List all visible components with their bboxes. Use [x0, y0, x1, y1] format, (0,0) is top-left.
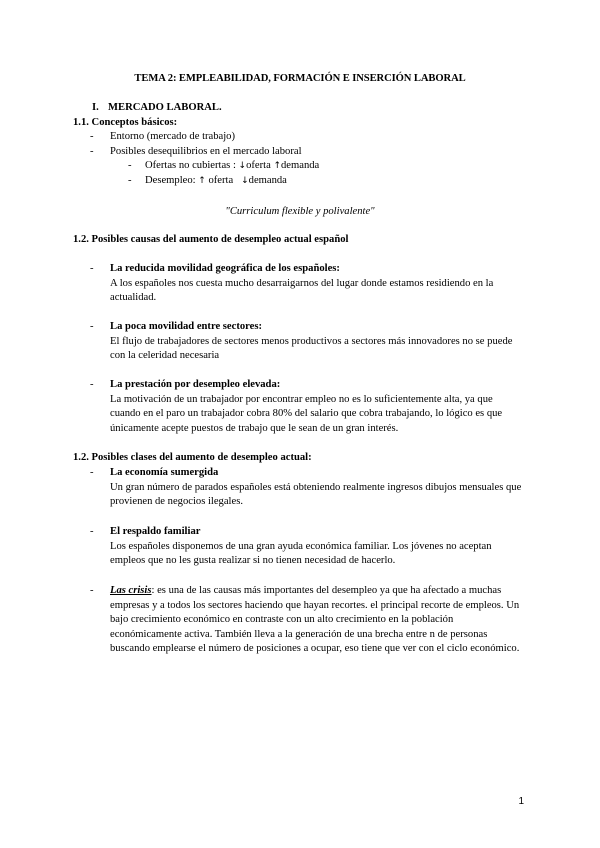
class-text: Los españoles disponemos de una gran ayuda económica familiar. Los jóvenes no aceptan empleos que no les gusta realizar si no tienen necesidad de hacerlo. [110, 540, 492, 567]
cause-text: El flujo de trabajadores de sectores menos productivos a sectores más innovadores no se puede con la celeridad necesaria [110, 335, 513, 362]
arrow-up-icon: ↑ [273, 161, 281, 172]
subsection-heading-1-1: 1.1. Conceptos básicos: [73, 117, 178, 128]
cause-item: - La prestación por desempleo elevada: La motivación de un trabajador por encontrar empleo no es lo suficientemente alta, ya que cuando en el paro un trabajador cobra 80% del salario que cobra trabajando, lo lógico es que únicamente acepte puestos de trabajo que le sean de un gran interés. [90, 378, 522, 436]
cause-heading: La prestación por desempleo elevada: [110, 379, 281, 390]
section-title: MERCADO LABORAL. [108, 102, 222, 113]
cause-item: - La poca movilidad entre sectores: El flujo de trabajadores de sectores menos productivos a sectores más innovadores no se puede con la celeridad necesaria [90, 320, 522, 364]
section-number: I. [92, 102, 99, 113]
section-heading [92, 101, 222, 116]
class-item-crisis: - Las crisis: es una de las causas más importantes del desempleo ya que ha afectado a muchas empresas y a todos los sectores haciendo que hayan recortes. el principal recorte de empleos. Un bajo crecimiento económico en contraste con un alto crecimiento en la población económicamente activa. También lleva a la generación de una brecha entre n de personas buscando emplearse el número de posiciones a ocupar, eso tiene que ver con el ciclo económico. [90, 585, 520, 655]
document-page: TEMA 2: EMPLEABILIDAD, FORMACIÓN E INSERCIÓN LABORAL I. MERCADO LABORAL. 1.1. Conceptos básicos: - Entorno (mercado de trabajo) - Posibles desequilibrios en el mercado laboral - Ofertas no cubiertas : ↓oferta ↑demanda - Desempleo: ↑ oferta ↓demanda "Curriculum flexible y polivalente" 1.2. Posibles causas del aumento de desempleo actual español - La reducida movilidad geográfica de los españoles: A los españoles nos cuesta mucho desarraigarnos del lugar donde estamos residiendo en la actualidad. - La poca movilidad entre sectores: El flujo de trabajadores de sectores menos productivos a sectores más innovadores no se puede con la celeridad necesaria - La prestación por desempleo elevada: La motivación de un trabajador por encontrar empleo no es lo suficientemente alta, ya que cuando en el paro un trabajador cobra 80% del salario que cobra trabajando, lo lógico es que únicamente acepte puestos de trabajo que le sean de un gran interés. 1.2. Posibles clases del aumento de desempleo actual: - La economía sumergida Un gran número de parados españoles está obteniendo realmente ingresos dibujos mensuales que provienen de negocios ilegales. - El respaldo familiar Los españoles disponemos de una gran ayuda económica familiar. Los jóvenes no aceptan empleos que no les gusta realizar si no tienen necesidad de hacerlo. - Las crisis: es una de las causas más importantes del desempleo ya que ha afectado a muchas empresas y a todos los sectores haciendo que hayan recortes. el principal recorte de empleos. Un bajo crecimiento económico en contraste con un alto crecimiento en la población económicamente activa. También lleva a la generación de una brecha entre n de personas buscando emplearse el número de posiciones a ocupar, eso tiene que ver con el ciclo económico. 1 [0, 0, 600, 848]
cause-text: La motivación de un trabajador por encontrar empleo no es lo suficientemente alta, ya que cuando en el paro un trabajador cobra 80% del salario que cobra trabajando, lo lógico es que únicamente acepte puestos de trabajo que le sean de un gran interés. [110, 393, 503, 434]
class-heading: El respaldo familiar [110, 526, 201, 537]
class-item: - La economía sumergida Un gran número de parados españoles está obteniendo realmente ingresos dibujos mensuales que provienen de negocios ilegales. [90, 466, 522, 510]
cause-heading: La reducida movilidad geográfica de los españoles: [110, 263, 340, 274]
subsection-heading-1-2-causes: 1.2. Posibles causas del aumento de desempleo actual español [73, 234, 349, 245]
arrow-down-icon: ↓ [241, 175, 249, 186]
cause-text: A los españoles nos cuesta mucho desarraigarnos del lugar donde estamos residiendo en la actualidad. [110, 277, 494, 304]
cause-item: - La reducida movilidad geográfica de los españoles: A los españoles nos cuesta mucho desarraigarnos del lugar donde estamos residiendo en la actualidad. [90, 262, 522, 306]
arrow-down-icon: ↓ [238, 161, 247, 172]
arrow-up-icon: ↑ [198, 175, 206, 186]
cause-heading: La poca movilidad entre sectores: [110, 321, 263, 332]
subsection-heading-1-2-classes: 1.2. Posibles clases del aumento de desempleo actual: [73, 452, 312, 463]
crisis-heading: Las crisis [110, 585, 152, 596]
crisis-text: : es una de las causas más importantes del desempleo ya que ha afectado a muchas empresas y a todos los sectores haciendo que hayan recortes. el principal recorte de empleos. Un bajo crecimiento económico en contraste con un alto crecimiento en la población económicamente activa. También lleva a la generación de una brecha entre n de personas buscando emplearse el número de posiciones a ocupar, eso tiene que ver con el ciclo económico. [110, 585, 520, 655]
class-text: Un gran número de parados españoles está obteniendo realmente ingresos dibujos mensuales que provienen de negocios ilegales. [110, 481, 522, 508]
class-item: - El respaldo familiar Los españoles disponemos de una gran ayuda económica familiar. Los jóvenes no aceptan empleos que no les gusta realizar si no tienen necesidad de hacerlo. [90, 525, 522, 569]
quote: "Curriculum flexible y polivalente" [225, 206, 375, 217]
page-number: 1 [518, 796, 524, 808]
class-heading: La economía sumergida [110, 467, 219, 478]
document-title: TEMA 2: EMPLEABILIDAD, FORMACIÓN E INSERCIÓN LABORAL [134, 73, 466, 84]
